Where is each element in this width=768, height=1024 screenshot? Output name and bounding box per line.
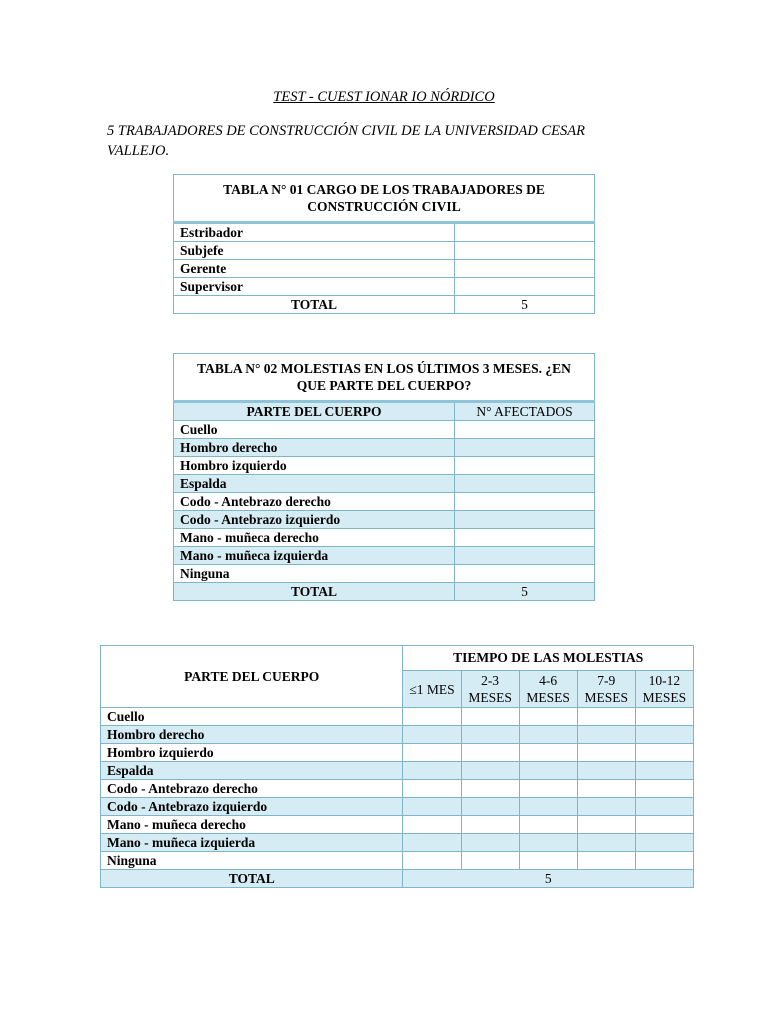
value-cell <box>403 762 461 780</box>
value-cell <box>455 511 595 529</box>
value-cell <box>577 816 635 834</box>
table3-total-value: 5 <box>403 870 694 888</box>
value-cell <box>455 242 595 260</box>
value-cell <box>519 744 577 762</box>
table-molestias-3-meses <box>173 353 595 601</box>
row-label: Espalda <box>101 762 403 780</box>
value-cell <box>403 708 461 726</box>
table1-caption: TABLA N° 01 CARGO DE LOS TRABAJADORES DE CONSTRUCCIÓN CIVIL <box>174 175 595 223</box>
row-label: Espalda <box>174 475 455 493</box>
time-column-header: 2-3 MESES <box>461 671 519 708</box>
table2-total-value: 5 <box>455 583 595 601</box>
value-cell <box>519 834 577 852</box>
table3-group-header: TIEMPO DE LAS MOLESTIAS <box>403 646 694 671</box>
document-title: TEST - CUEST IONAR IO NÓRDICO <box>273 89 495 105</box>
row-label: Hombro derecho <box>101 726 403 744</box>
value-cell <box>403 816 461 834</box>
value-cell <box>461 726 519 744</box>
value-cell <box>635 726 693 744</box>
time-column-header: 4-6 MESES <box>519 671 577 708</box>
table-row <box>174 260 595 278</box>
table-row <box>174 493 595 511</box>
value-cell <box>461 744 519 762</box>
table-row <box>101 852 694 870</box>
table-row <box>174 278 595 296</box>
value-cell <box>461 780 519 798</box>
row-label: Codo - Antebrazo izquierdo <box>101 798 403 816</box>
table-row <box>174 439 595 457</box>
row-label: Hombro derecho <box>174 439 455 457</box>
value-cell <box>455 529 595 547</box>
value-cell <box>461 798 519 816</box>
table-row <box>101 726 694 744</box>
value-cell <box>461 816 519 834</box>
value-cell <box>455 493 595 511</box>
value-cell <box>635 762 693 780</box>
value-cell <box>577 744 635 762</box>
table-row <box>101 762 694 780</box>
table-row <box>174 223 595 242</box>
table-row <box>101 798 694 816</box>
table-row <box>174 242 595 260</box>
value-cell <box>635 834 693 852</box>
table1-total-value: 5 <box>455 296 595 314</box>
value-cell <box>461 834 519 852</box>
row-label: Subjefe <box>174 242 455 260</box>
row-label: Ninguna <box>174 565 455 583</box>
document-subtitle: 5 TRABAJADORES DE CONSTRUCCIÓN CIVIL DE LA UNIVERSIDAD CESAR VALLEJO. <box>107 123 585 159</box>
value-cell <box>577 726 635 744</box>
row-label: Ninguna <box>101 852 403 870</box>
row-label: Mano - muñeca izquierda <box>101 834 403 852</box>
time-column-header: ≤1 MES <box>403 671 461 708</box>
table2-total-label: TOTAL <box>174 583 455 601</box>
value-cell <box>519 852 577 870</box>
value-cell <box>635 852 693 870</box>
value-cell <box>635 780 693 798</box>
row-label: Hombro izquierdo <box>101 744 403 762</box>
value-cell <box>461 852 519 870</box>
row-label: Mano - muñeca izquierda <box>174 547 455 565</box>
value-cell <box>519 816 577 834</box>
table-tiempo-molestias <box>100 645 694 888</box>
value-cell <box>403 798 461 816</box>
table-row <box>174 457 595 475</box>
row-label: Supervisor <box>174 278 455 296</box>
value-cell <box>577 798 635 816</box>
value-cell <box>577 762 635 780</box>
table2-col-affected: N° AFECTADOS <box>455 402 595 421</box>
row-label: Cuello <box>101 708 403 726</box>
table-row <box>101 834 694 852</box>
table2-caption: TABLA N° 02 MOLESTIAS EN LOS ÚLTIMOS 3 MESES. ¿EN QUE PARTE DEL CUERPO? <box>174 354 595 402</box>
value-cell <box>519 708 577 726</box>
row-label: Cuello <box>174 421 455 439</box>
value-cell <box>635 708 693 726</box>
value-cell <box>455 278 595 296</box>
value-cell <box>455 457 595 475</box>
value-cell <box>577 852 635 870</box>
table1-total-label: TOTAL <box>174 296 455 314</box>
value-cell <box>403 780 461 798</box>
row-label: Gerente <box>174 260 455 278</box>
row-label: Codo - Antebrazo derecho <box>101 780 403 798</box>
table-row <box>101 816 694 834</box>
row-label: Estribador <box>174 223 455 242</box>
value-cell <box>461 762 519 780</box>
value-cell <box>577 708 635 726</box>
row-label: Mano - muñeca derecho <box>101 816 403 834</box>
table-row <box>174 565 595 583</box>
table-row <box>174 547 595 565</box>
value-cell <box>519 762 577 780</box>
time-column-header: 10-12 MESES <box>635 671 693 708</box>
table-row <box>101 780 694 798</box>
value-cell <box>577 780 635 798</box>
table-row <box>174 421 595 439</box>
row-label: Codo - Antebrazo izquierdo <box>174 511 455 529</box>
value-cell <box>635 816 693 834</box>
value-cell <box>403 744 461 762</box>
table-row <box>174 511 595 529</box>
time-column-header: 7-9 MESES <box>577 671 635 708</box>
table-row <box>174 475 595 493</box>
value-cell <box>403 726 461 744</box>
value-cell <box>455 260 595 278</box>
row-label: Codo - Antebrazo derecho <box>174 493 455 511</box>
table3-col-part: PARTE DEL CUERPO <box>101 646 403 708</box>
value-cell <box>461 708 519 726</box>
table-cargo-trabajadores <box>173 174 595 314</box>
value-cell <box>519 726 577 744</box>
value-cell <box>403 834 461 852</box>
value-cell <box>403 852 461 870</box>
value-cell <box>455 565 595 583</box>
value-cell <box>519 780 577 798</box>
value-cell <box>519 798 577 816</box>
table3-total-label: TOTAL <box>101 870 403 888</box>
table-row <box>174 529 595 547</box>
value-cell <box>577 834 635 852</box>
row-label: Mano - muñeca derecho <box>174 529 455 547</box>
value-cell <box>455 439 595 457</box>
value-cell <box>455 475 595 493</box>
row-label: Hombro izquierdo <box>174 457 455 475</box>
table-row <box>101 744 694 762</box>
value-cell <box>455 223 595 242</box>
value-cell <box>635 798 693 816</box>
value-cell <box>455 421 595 439</box>
value-cell <box>635 744 693 762</box>
table2-col-part: PARTE DEL CUERPO <box>174 402 455 421</box>
value-cell <box>455 547 595 565</box>
table-row <box>101 708 694 726</box>
